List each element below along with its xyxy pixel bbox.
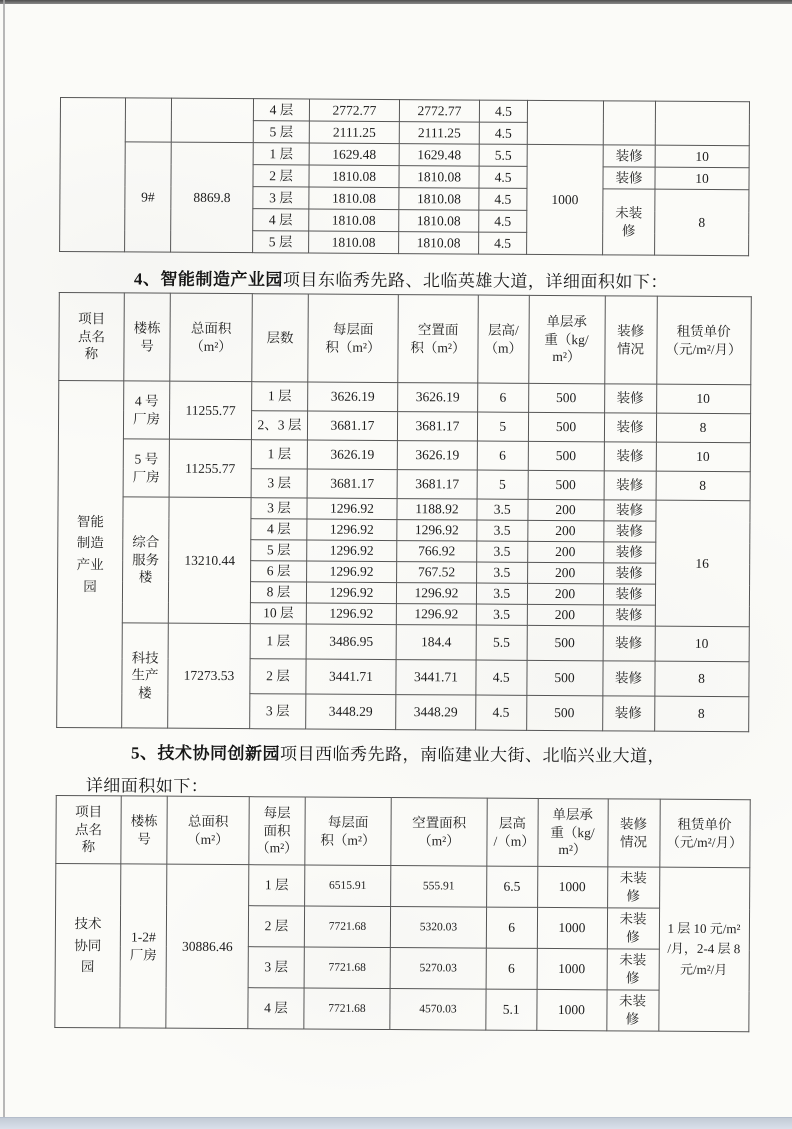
cell-project: 技术 协同 园 — [55, 863, 121, 1027]
section4-heading-bold: 4、智能制造产业园 — [133, 269, 283, 290]
section5-heading — [131, 738, 665, 766]
cell-vacant-area: 3626.19 — [398, 383, 478, 412]
cell-fitment: 装修 — [603, 521, 655, 542]
header-floors: 层数 — [252, 294, 309, 382]
cell-fitment: 装修 — [603, 563, 655, 584]
cell-fitment: 装修 — [604, 413, 656, 442]
section4-heading — [134, 264, 668, 292]
cell-building: 4 号 厂房 — [123, 381, 169, 439]
cell-fitment: 未装 修 — [607, 867, 659, 908]
header-vacant-area: 空置面 积（m²） — [398, 295, 479, 383]
cell-load: 500 — [526, 660, 602, 695]
cell-load: 500 — [528, 441, 604, 470]
header-per-floor-area: 每层 面积 （m²） — [249, 797, 305, 865]
cell-floor-height: 6 — [477, 441, 528, 470]
cell-load: 500 — [528, 383, 604, 412]
cell-price: 10 — [656, 384, 750, 414]
cell-vacant-area: 1810.08 — [399, 210, 479, 232]
cell-floor-height: 5.5 — [479, 144, 527, 166]
cell-floor-height: 4.5 — [479, 188, 527, 210]
cell-floor: 2 层 — [253, 165, 309, 187]
cell-floor-height: 6 — [486, 948, 537, 989]
cell-price-empty — [655, 101, 749, 146]
cell-floor-area: 7721.68 — [304, 988, 390, 1030]
cell-load: 500 — [526, 695, 602, 730]
header-total-area: 总面积 （m²） — [167, 796, 249, 864]
header-project: 项目 点名 称 — [56, 795, 121, 863]
cell-floor-height: 3.5 — [476, 604, 527, 625]
scan-edge-left — [3, 0, 5, 1129]
cell-floor: 5 层 — [251, 540, 307, 561]
cell-fitment: 装修 — [602, 696, 654, 731]
cell-vacant-area: 3448.29 — [396, 695, 476, 730]
cell-floor: 4 层 — [251, 519, 307, 540]
cell-project-empty — [60, 98, 126, 252]
scan-edge-top — [0, 0, 792, 4]
smart-manufacturing-park-table — [56, 292, 751, 732]
header-price: 租赁单价 （元/m²/月） — [659, 799, 749, 868]
cell-floor: 3 层 — [250, 694, 306, 729]
cell-vacant-area: 1810.08 — [399, 166, 479, 188]
header-floor-area: 每层面 积（m²） — [308, 294, 399, 383]
cell-load: 200 — [527, 583, 603, 604]
cell-building: 科技 生产 楼 — [122, 623, 169, 728]
cell-floor-height: 5 — [477, 470, 528, 499]
cell-floor: 5 层 — [253, 231, 309, 253]
cell-fitment: 装修 — [603, 167, 655, 189]
cell-floor-area: 1810.08 — [309, 209, 399, 232]
section5-heading-line2: 详细面积如下： — [85, 776, 209, 796]
cell-vacant-area: 1296.92 — [396, 604, 476, 625]
cell-price: 8 — [656, 413, 750, 443]
header-total-area: 总面积 （m²） — [170, 293, 253, 381]
cell-total-area: 17273.53 — [168, 623, 251, 728]
cell-floor-area: 2111.25 — [309, 121, 399, 144]
cell-price: 8 — [654, 661, 748, 697]
cell-floor-area: 3486.95 — [306, 624, 396, 660]
cell-floor-area: 7721.68 — [304, 906, 390, 948]
cell-price: 10 — [655, 167, 749, 190]
cell-floor: 10 层 — [250, 603, 306, 624]
cell-floor-area: 1296.92 — [307, 519, 397, 541]
cell-floor-height: 3.5 — [477, 520, 528, 541]
cell-floor-height: 3.5 — [476, 583, 527, 604]
cell-floor-area: 6515.91 — [305, 865, 391, 907]
cell-vacant-area: 5270.03 — [390, 948, 486, 990]
cell-fitment: 未装 修 — [607, 949, 659, 990]
cell-floor: 1 层 — [250, 624, 306, 659]
header-price: 租赁单价 （元/m²/月） — [656, 296, 751, 385]
cell-vacant-area: 766.92 — [397, 541, 477, 562]
cell-floor: 2、3 层 — [251, 411, 307, 440]
cell-floor-height: 4.5 — [476, 695, 527, 730]
cell-floor-area: 1296.92 — [307, 540, 397, 562]
cell-load: 1000 — [537, 907, 607, 948]
cell-fitment: 装修 — [604, 471, 656, 500]
header-fitment: 装修 情况 — [604, 296, 657, 384]
cell-floor-height: 3.5 — [477, 562, 528, 583]
cell-fitment: 装修 — [603, 584, 655, 605]
cell-load: 1000 — [537, 866, 607, 907]
cell-vacant-area: 3441.71 — [396, 660, 476, 695]
cell-floor-area: 1296.92 — [307, 561, 397, 583]
cell-load: 1000 — [537, 948, 607, 989]
cell-load: 200 — [527, 499, 603, 520]
header-fitment: 装修 情况 — [607, 799, 659, 867]
cell-vacant-area: 1810.08 — [399, 188, 479, 210]
cell-fitment: 装修 — [603, 626, 655, 661]
cell-project: 智能 制造 产业 园 — [57, 380, 124, 727]
cell-floor-area: 1810.08 — [309, 231, 399, 254]
cell-floor: 1 层 — [252, 382, 308, 411]
cell-fitment: 装修 — [602, 661, 654, 696]
cell-building: 1-2# 厂房 — [120, 864, 167, 1028]
cell-floor-height: 4.5 — [479, 232, 527, 254]
cell-floor: 4 层 — [253, 209, 309, 231]
cell-floor-area: 1810.08 — [309, 187, 399, 210]
header-load: 单层承 重（kg/ m²） — [537, 798, 607, 866]
cell-floor: 3 层 — [253, 187, 309, 209]
cell-floor-area: 3681.17 — [307, 469, 397, 499]
cell-vacant-area: 1629.48 — [399, 144, 479, 166]
cell-floor: 3 层 — [248, 947, 304, 988]
cell-floor: 4 层 — [253, 99, 309, 121]
cell-floor: 1 层 — [253, 143, 309, 165]
cell-load: 1000 — [527, 144, 604, 254]
cell-load: 200 — [527, 562, 603, 583]
cell-vacant-area: 5320.03 — [390, 907, 486, 949]
cell-fitment: 装修 — [604, 384, 656, 413]
cell-floor-height: 4.5 — [476, 660, 527, 695]
header-floor-height: 层高/ （m） — [478, 295, 529, 383]
cell-floor: 8 层 — [250, 582, 306, 603]
cell-price-merged: 1 层 10 元/m² /月，2-4 层 8 元/m²/月 — [658, 867, 749, 1032]
cell-vacant-area: 3626.19 — [397, 441, 477, 470]
tech-collaboration-park-table — [54, 795, 750, 1032]
cell-vacant-area: 767.52 — [397, 562, 477, 583]
cell-building: 5 号 厂房 — [123, 439, 169, 497]
cell-floor-height: 5.1 — [486, 989, 537, 1030]
cell-total-area: 11255.77 — [169, 381, 251, 439]
cell-floor-height: 6 — [478, 383, 529, 412]
header-vacant-area: 空置面积 （m²） — [391, 798, 487, 867]
cell-vacant-area: 3681.17 — [397, 470, 477, 499]
section4-heading-rest: 项目东临秀先路、北临英雄大道，详细面积如下： — [282, 270, 668, 292]
cell-floor-height: 4.5 — [479, 210, 527, 232]
cell-building-empty — [125, 98, 171, 142]
cell-floor-area: 3448.29 — [306, 694, 396, 730]
header-floor-height: 层高 /（m） — [487, 798, 538, 866]
cell-floor-height: 4.5 — [479, 122, 527, 144]
cell-floor-area: 3441.71 — [306, 659, 396, 695]
cell-floor: 3 层 — [251, 498, 307, 519]
cell-price: 8 — [654, 696, 748, 732]
cell-load-empty — [527, 100, 603, 144]
header-floor-area: 每层面 积（m²） — [305, 797, 391, 866]
cell-vacant-area: 1810.08 — [399, 232, 479, 254]
cell-load: 200 — [527, 541, 603, 562]
cell-floor: 1 层 — [249, 865, 305, 906]
cell-floor-area: 2772.77 — [309, 99, 399, 122]
cell-price-merged: 16 — [655, 500, 750, 627]
header-building: 楼栋 号 — [121, 796, 167, 864]
cell-building: 综合 服务 楼 — [122, 497, 169, 623]
header-building: 楼栋 号 — [124, 293, 171, 381]
cell-fitment: 装修 — [603, 500, 655, 521]
cell-vacant-area: 2111.25 — [399, 122, 479, 144]
cell-fitment: 装修 — [603, 542, 655, 563]
section5-heading-bold: 5、技术协同创新园 — [130, 743, 281, 764]
cell-floor-area: 3626.19 — [307, 440, 397, 470]
cell-price: 10 — [655, 145, 749, 168]
cell-floor-area: 1296.92 — [306, 582, 396, 604]
cell-load: 1000 — [536, 989, 606, 1030]
cell-floor-height: 3.5 — [477, 499, 528, 520]
cell-load: 200 — [527, 520, 603, 541]
cell-floor: 1 层 — [251, 440, 307, 469]
cell-total-area: 13210.44 — [168, 497, 251, 623]
cell-floor-height: 6 — [486, 907, 537, 948]
cell-vacant-area: 1188.92 — [397, 499, 477, 520]
section5-heading-rest: 项目西临秀先路，南临建业大街、北临兴业大道， — [279, 744, 666, 766]
cell-floor-area: 3681.17 — [307, 411, 397, 441]
cell-total-area: 30886.46 — [166, 864, 249, 1028]
cell-vacant-area: 2772.77 — [399, 100, 479, 122]
cell-fitment: 未装 修 — [606, 990, 658, 1031]
cell-floor-height: 5.5 — [476, 625, 527, 660]
cell-fitment: 装修 — [603, 605, 655, 626]
cell-floor-height: 4.5 — [479, 166, 527, 188]
header-load: 单层承 重（kg/ m²） — [528, 295, 605, 383]
cell-load: 200 — [527, 604, 603, 625]
cell-floor-height: 5 — [477, 412, 528, 441]
cell-vacant-area: 3681.17 — [397, 412, 477, 441]
cell-vacant-area: 4570.03 — [390, 989, 486, 1031]
cell-floor-area: 7721.68 — [304, 947, 390, 989]
cell-fitment-empty — [603, 101, 655, 145]
cell-fitment: 未装 修 — [607, 908, 659, 949]
cell-floor-area: 1810.08 — [309, 165, 399, 188]
header-project: 项目 点名 称 — [59, 292, 125, 380]
cell-vacant-area: 555.91 — [391, 866, 487, 908]
cell-floor-height: 6.5 — [487, 866, 538, 907]
scan-edge-bottom — [0, 1117, 792, 1129]
cell-load: 500 — [527, 625, 603, 660]
cell-floor: 6 层 — [251, 561, 307, 582]
cell-floor: 3 层 — [251, 469, 307, 498]
cell-floor-area: 1296.92 — [307, 498, 397, 520]
cell-floor: 2 层 — [248, 906, 304, 947]
cell-floor-height: 4.5 — [479, 100, 527, 122]
cell-floor: 2 层 — [250, 659, 306, 694]
cell-load: 500 — [528, 470, 604, 499]
cell-floor: 4 层 — [248, 988, 304, 1029]
cell-total-area: 8869.8 — [171, 142, 254, 252]
cell-price: 8 — [656, 471, 750, 501]
cell-price-merged: 8 — [655, 189, 749, 256]
cell-price: 10 — [656, 442, 750, 472]
continuation-table — [59, 97, 750, 256]
cell-vacant-area: 1296.92 — [396, 583, 476, 604]
cell-floor-height: 3.5 — [477, 541, 528, 562]
cell-floor-area: 1296.92 — [306, 603, 396, 625]
cell-load: 500 — [528, 412, 604, 441]
cell-fitment: 装修 — [603, 145, 655, 167]
cell-floor-area: 1629.48 — [309, 143, 399, 166]
cell-total-area: 11255.77 — [169, 439, 251, 497]
cell-fitment-merged: 未装 修 — [603, 189, 655, 255]
cell-fitment: 装修 — [604, 442, 656, 471]
cell-floor: 5 层 — [253, 121, 309, 143]
cell-floor-area: 3626.19 — [308, 382, 398, 412]
cell-price: 10 — [655, 626, 749, 662]
cell-vacant-area: 184.4 — [396, 625, 476, 660]
cell-building: 9# — [125, 142, 172, 252]
cell-total-area-empty — [171, 98, 253, 143]
cell-vacant-area: 1296.92 — [397, 520, 477, 541]
